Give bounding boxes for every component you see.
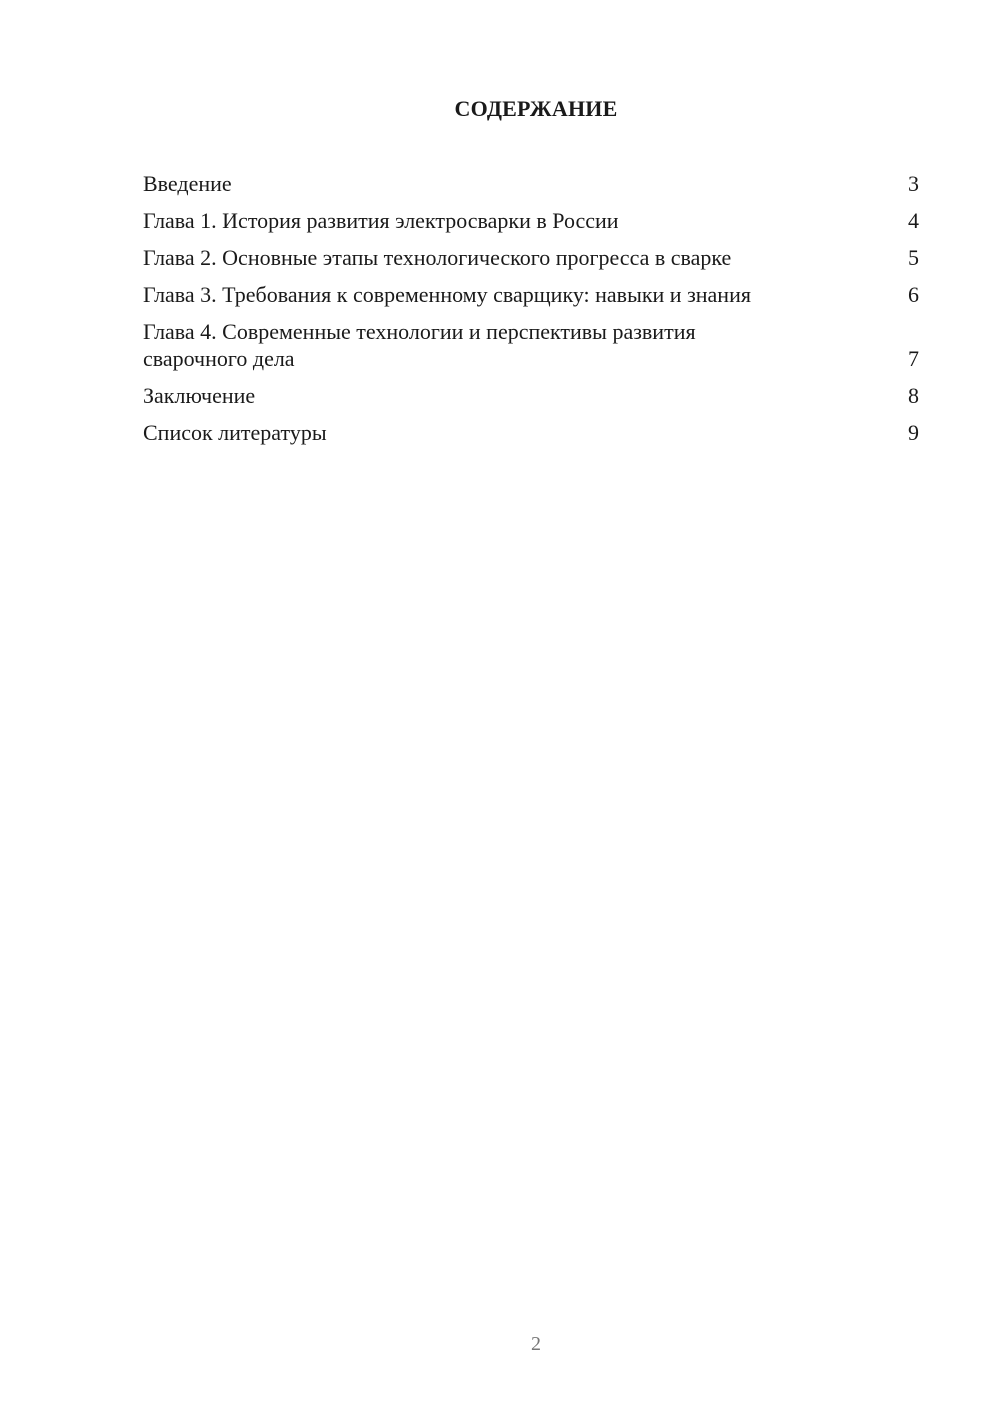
toc-entry-label: Глава 2. Основные этапы технологического прогресса в сварке: [143, 245, 732, 270]
toc-entry-label: Глава 3. Требования к современному сварщику: навыки и знания: [143, 282, 751, 307]
table-of-contents: [143, 170, 919, 456]
page-number: 2: [531, 1333, 541, 1355]
toc-entry-chapter-1: [143, 207, 919, 234]
toc-entry-label: Список литературы: [143, 420, 327, 445]
toc-entry-chapter-2: [143, 244, 919, 271]
toc-title: СОДЕРЖАНИЕ: [454, 96, 618, 121]
toc-entry-label: Заключение: [143, 383, 256, 408]
toc-entry-chapter-4: [143, 318, 919, 372]
toc-entry-page: 3: [908, 171, 919, 196]
toc-entry-chapter-3: [143, 281, 919, 308]
toc-entry-page: 9: [908, 420, 919, 445]
toc-entry-label: Введение: [143, 171, 232, 196]
toc-entry-references: [143, 419, 919, 446]
toc-entry-page: 5: [908, 245, 919, 270]
toc-entry-page: 8: [908, 383, 919, 408]
toc-entry-introduction: [143, 170, 919, 197]
toc-entry-page: 4: [908, 208, 919, 233]
toc-entry-label: Глава 4. Современные технологии и перспективы развития сварочного дела: [143, 319, 696, 371]
toc-entry-label: Глава 1. История развития электросварки в России: [143, 208, 619, 233]
toc-entry-conclusion: [143, 382, 919, 409]
toc-entry-page: 6: [908, 282, 919, 307]
toc-entry-page: 7: [908, 346, 919, 371]
